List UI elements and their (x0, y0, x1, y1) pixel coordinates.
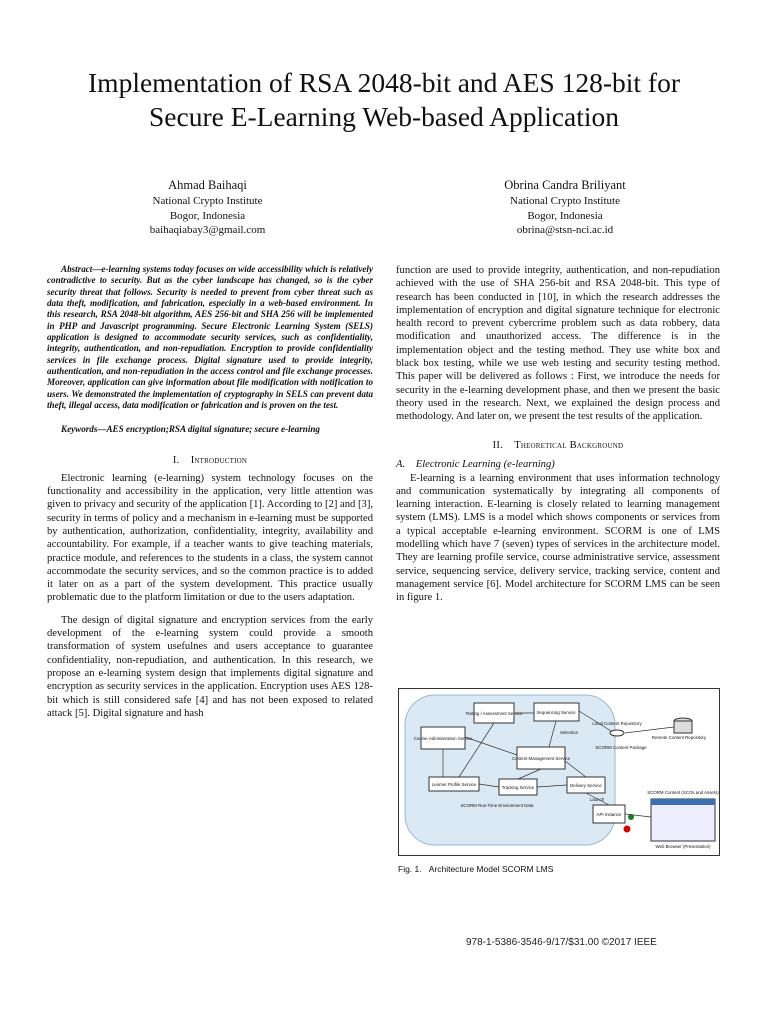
author-name: Obrina Candra Briliyant (504, 178, 626, 192)
left-column (47, 264, 373, 720)
database-body-icon (674, 721, 692, 733)
author-block-2 (445, 177, 685, 238)
author-email[interactable]: obrina@stsn-nci.ac.id (516, 224, 614, 236)
architecture-diagram (399, 689, 719, 855)
course-admin-label: Course Administration Service (413, 736, 473, 741)
learner-profile-label: Learner Profile Service (431, 782, 477, 787)
browser-window-icon (651, 799, 715, 841)
launch-label: Launch (589, 797, 605, 802)
runtime-data-label: SCORM Run-Time Environment Data (460, 803, 534, 808)
paper-title (30, 66, 738, 134)
author-location: Bogor, Indonesia (527, 209, 603, 222)
keywords (47, 424, 373, 435)
scorm-package-label: SCORM Content Package (595, 745, 647, 750)
section-number: I. (172, 454, 180, 466)
abstract (47, 264, 373, 411)
section-number: II. (492, 439, 503, 451)
keywords-label: Keywords (61, 424, 98, 435)
sequencing-service-label: Sequencing Service (536, 710, 576, 715)
intro-paragraph-2-continued: function are used to provide integrity, authentication, and non-repudiation achieved with the use of SHA 256-bit and RSA 2048-bit. This type of research has been conducted in [10], in which the research addresses the implementation of encryption and digital signature technique for electronic health record to prevent cybercrime problem such as data robbery, data modification and unauthorized access. The difference is in the implementation object and the testing method. They use white box and black box testing, while we use web testing and security testing method. This paper will be delivered as follows : First, we introduce the needs for security in the e-learning development phase, and then we present the basic theory used in the research. Next, we explained the design process and methodology. And later on, we present the test results of the application. (396, 265, 720, 423)
title-line-2: Secure E-Learning Web-based Application (149, 101, 619, 132)
figure-caption-text: Architecture Model SCORM LMS (428, 864, 554, 874)
right-column (396, 264, 720, 605)
intro-paragraph-2: The design of digital signature and encryption services from the early development of the e-learning system could provide a smooth transformation of system usefulnes and users acceptance to guarantee confidentiality, non-repudiation, and authentication. In this research, we propose an e-learning system design that implements digital signature and encryption as security services in the application. Encryption uses AES 128-bit which is still considered safe [4] and has not been exposed to related attack [5]. Digital signature and hash (47, 614, 373, 719)
section-heading-introduction (47, 454, 373, 468)
subsection-number: A. (396, 458, 406, 470)
remote-repo-label: Remote Content Repository (651, 735, 707, 740)
section-title: Introduction (190, 454, 248, 466)
author-email[interactable]: baihaqiabay3@gmail.com (149, 224, 266, 236)
author-block-1 (120, 177, 295, 238)
local-repo-label: Local Content Repository (592, 721, 642, 726)
subsection-heading (396, 459, 720, 470)
browser-titlebar-icon (651, 799, 715, 805)
figure-caption-label: Fig. 1. (398, 864, 422, 874)
subsection-title: Electronic Learning (e-learning) (415, 458, 555, 470)
content-management-label: Content Management Service (511, 756, 571, 761)
local-repo-icon (610, 730, 624, 736)
web-browser-label: Web Browser (Presentation) (655, 844, 711, 849)
delivery-service-label: Delivery Service (570, 783, 602, 788)
section-heading-theoretical-background (396, 439, 720, 453)
section-title: Theoretical Background (514, 439, 624, 451)
author-affiliation: National Crypto Institute (152, 195, 263, 207)
tracking-service-label: Tracking Service (501, 785, 535, 790)
scorm-content-label: SCORM Content (SCOs and Assets) (647, 790, 719, 795)
figure-caption (398, 864, 553, 874)
keywords-text: —AES encryption;RSA digital signature; secure e-learning (97, 424, 320, 435)
abstract-label: Abstract (61, 264, 93, 274)
author-name: Ahmad Baihaqi (168, 178, 247, 192)
intro-paragraph-1: Electronic learning (e-learning) system technology focuses on the functionality and accessibility in the application, very little attention was given to privacy and security of the application [1]. According to [2] and [3], security in terms of policy and a mechanism in e-learning must be supported by authentication, authorization, confidentiality, integrity, availability and accountability. For example, if a teacher wants to give teaching materials, practice module, and references to the students in a class, the system cannot accommodate the security services, and so the common practice is to added it later on as a part of the system development. This practice usually problematic due to the platform limitation or due to the users adaptation. (47, 472, 373, 604)
selection-label: Selection (559, 730, 579, 735)
author-location: Bogor, Indonesia (169, 209, 246, 222)
launch-node-icon (624, 826, 631, 833)
api-instance-label: API Instance (596, 812, 622, 817)
abstract-text: —e-learning systems today focuses on wide accessibility which is relatively contradictive to security. But as the cyber landscape has changed, so is the cyber security threat that follows. Security is needed to prevent from cyber threat such as data theft, modification, and fabrication, especially in a web-based environment. In this research, RSA 2048-bit algorithm, AES 256-bit and SHA 256 will be implemented in PHP and Javascript programming. Secure Electronic Learning System (SELS) application is designed to accommodate security services, such as confidentiality, integrity, authentication, and non-repudiation. Encryption to provide confidentiality services in file exchange process. Digital signature used to provide integrity, authentication, and non-repudiation in the access control and file exchange processes. Moreover, application can give information about file modification with notification to users. We demonstrated the implementation of cryptography in SELS can prevent data theft, illegal access, data modification or fabrication and is proven on the test. (47, 264, 373, 411)
title-line-1: Implementation of RSA 2048-bit and AES 128-bit for (88, 67, 680, 98)
theory-paragraph-1: E-learning is a learning environment that uses information technology and communication systematically by integrating all components of learning interaction. E-learning is closely related to learning management system (LMS). LMS is a model which shows components or services from a typical acceptable e-learning environment. SCORM is one of LMS modelling which have 7 (seven) types of services in the architecture model. They are learning profile service, course administrative service, assessment service, sequencing service, delivery service, tracking service, content and management service [6]. Model architecture for SCORM LMS can be seen in figure 1. (396, 472, 720, 604)
copyright-footer: 978-1-5386-3546-9/17/$31.00 ©2017 IEEE (466, 937, 657, 948)
figure-architecture (398, 688, 720, 856)
testing-service-label: Testing / Assessment Service (465, 711, 523, 716)
author-affiliation: National Crypto Institute (510, 195, 620, 207)
